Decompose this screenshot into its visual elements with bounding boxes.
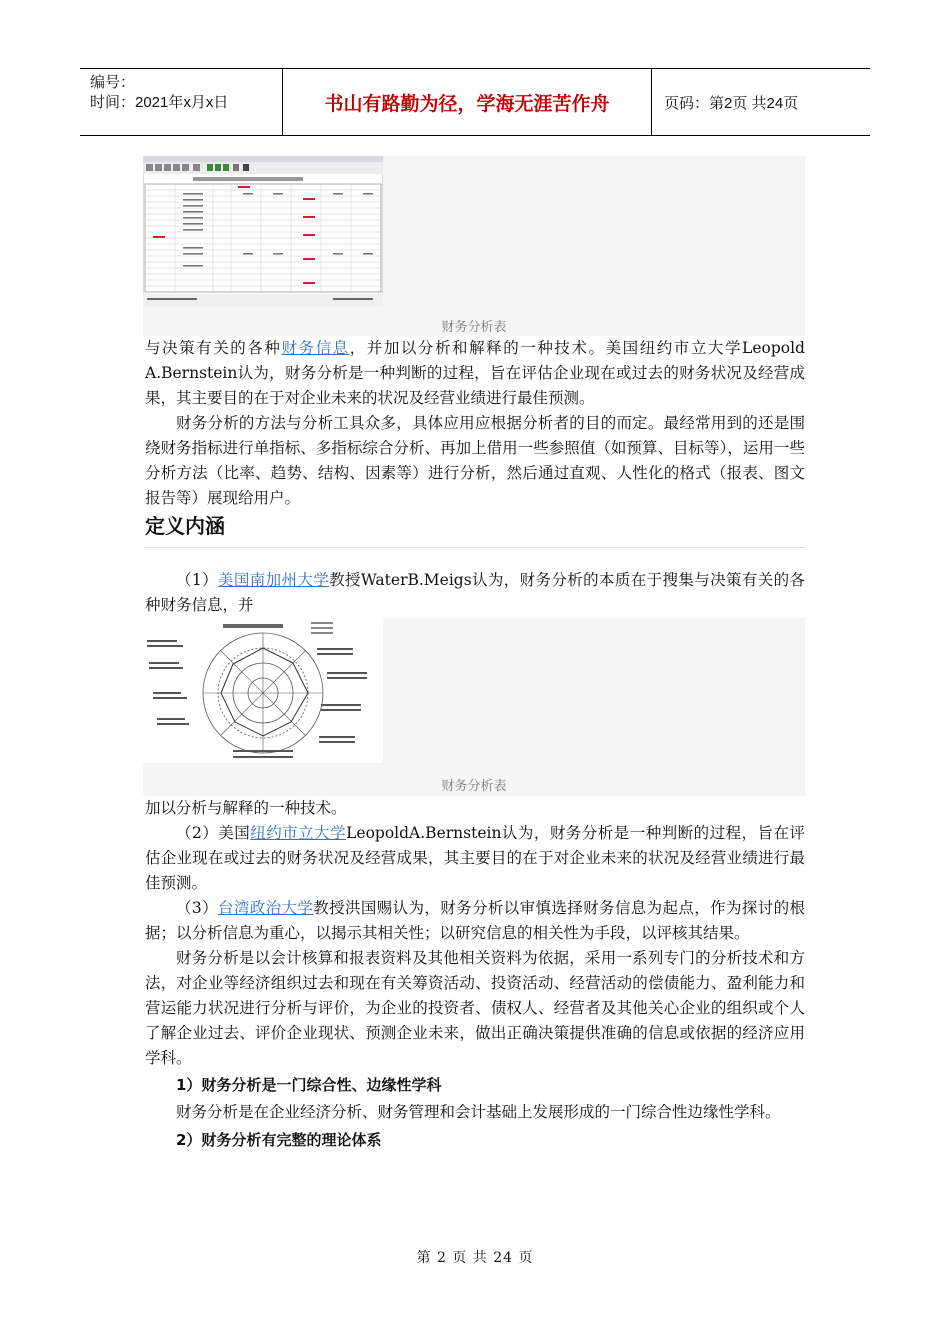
text-span: （1）: [176, 571, 218, 589]
definition-paragraph-4: 财务分析是以会计核算和报表资料及其他相关资料为依据，采用一系列专门的分析技术和方法，对企业等经济组织过去和现在有关筹资活动、投资活动、经营活动的偿债能力、盈利能力和营运能力状况进行分析与评价，为企业的投资者、债权人、经营者及其他关心企业的组织或个人了解企业过去、评价企业现状、预测企业未来，做出正确决策提供准确的信息或依据的经济应用学科。: [145, 949, 805, 1067]
header-meta: [80, 69, 282, 135]
figure-caption: 财务分析表: [441, 319, 507, 334]
date-label: 时间：2021年x月x日: [90, 94, 229, 111]
radar-chart-image: [143, 618, 383, 763]
definition-paragraph-3: [145, 896, 805, 946]
definition-1: [145, 568, 805, 618]
figure-radar-chart: [143, 618, 805, 796]
page-header: [80, 68, 870, 136]
link-nccu[interactable]: 台湾政治大学: [217, 899, 314, 917]
intro-paragraph-2: 财务分析的方法与分析工具众多，具体应用应根据分析者的目的而定。最经常用到的还是围绕财务指标进行单指标、多指标综合分析、再加上借用一些参照值（如预算、目标等），运用一些分析方法（比率、趋势、结构、因素等）进行分析，然后通过直观、人性化的格式（报表、图文报告等）展现给用户。: [145, 414, 805, 507]
intro-paragraph-1: [145, 336, 805, 411]
figure-financial-table: [143, 156, 805, 336]
text-span: ，并加以分析和解释的一种技术。美国纽约市立大学Leopold A.Bernstein认为，财务分析是一种判断的过程，旨在评估企业现在或过去的财务状况及经营成果，其主要目的在于对企业未来的状况及经营业绩进行最佳预测。: [145, 339, 805, 407]
definition-paragraph-5: 财务分析是在企业经济分析、财务管理和会计基础上发展形成的一门综合性边缘性学科。: [176, 1103, 781, 1121]
definition-paragraph-1-cont: 加以分析与解释的一种技术。: [145, 799, 347, 817]
intro-text: [145, 336, 805, 511]
code-label: 编号：: [90, 74, 136, 91]
link-usc[interactable]: 美国南加州大学: [217, 571, 330, 589]
header-page-info: 页码：第2页 共24页: [664, 94, 799, 112]
subheading-2: 2）财务分析有完整的理论体系: [176, 1131, 382, 1149]
text-span: 教授洪国赐认为，财务分析以审慎选择财务信息为起点，作为探讨的根据；以分析信息为重心，以揭示其相关性；以研究信息的相关性为手段，以评核其结果。: [145, 899, 805, 942]
page-footer: 第 2 页 共 24 页: [416, 1250, 534, 1266]
figure-caption: 财务分析表: [441, 778, 507, 793]
financial-table-image: [143, 156, 383, 306]
text-span: 与决策有关的各种: [145, 339, 282, 357]
definition-paragraph-2: [145, 821, 805, 896]
definition-rest: [145, 796, 805, 1153]
section-title: 定义内涵: [145, 510, 805, 548]
text-span: （3）: [176, 899, 218, 917]
link-cuny[interactable]: 纽约市立大学: [250, 824, 347, 842]
header-motto: 书山有路勤为径，学海无涯苦作舟: [282, 69, 652, 135]
text-span: （2）美国: [176, 824, 251, 842]
link-financial-info[interactable]: 财务信息: [281, 339, 350, 357]
text-span: 教授WaterB.Meigs认为，财务分析的本质在于搜集与决策有关的各种财务信息，并: [145, 571, 805, 614]
text-span: LeopoldA.Bernstein认为，财务分析是一种判断的过程，旨在评估企业现在或过去的财务状况及经营成果，其主要目的在于对企业未来的状况及经营业绩进行最佳预测。: [145, 824, 805, 892]
definition-paragraph-1: [145, 568, 805, 618]
subheading-1: 1）财务分析是一门综合性、边缘性学科: [176, 1076, 442, 1094]
